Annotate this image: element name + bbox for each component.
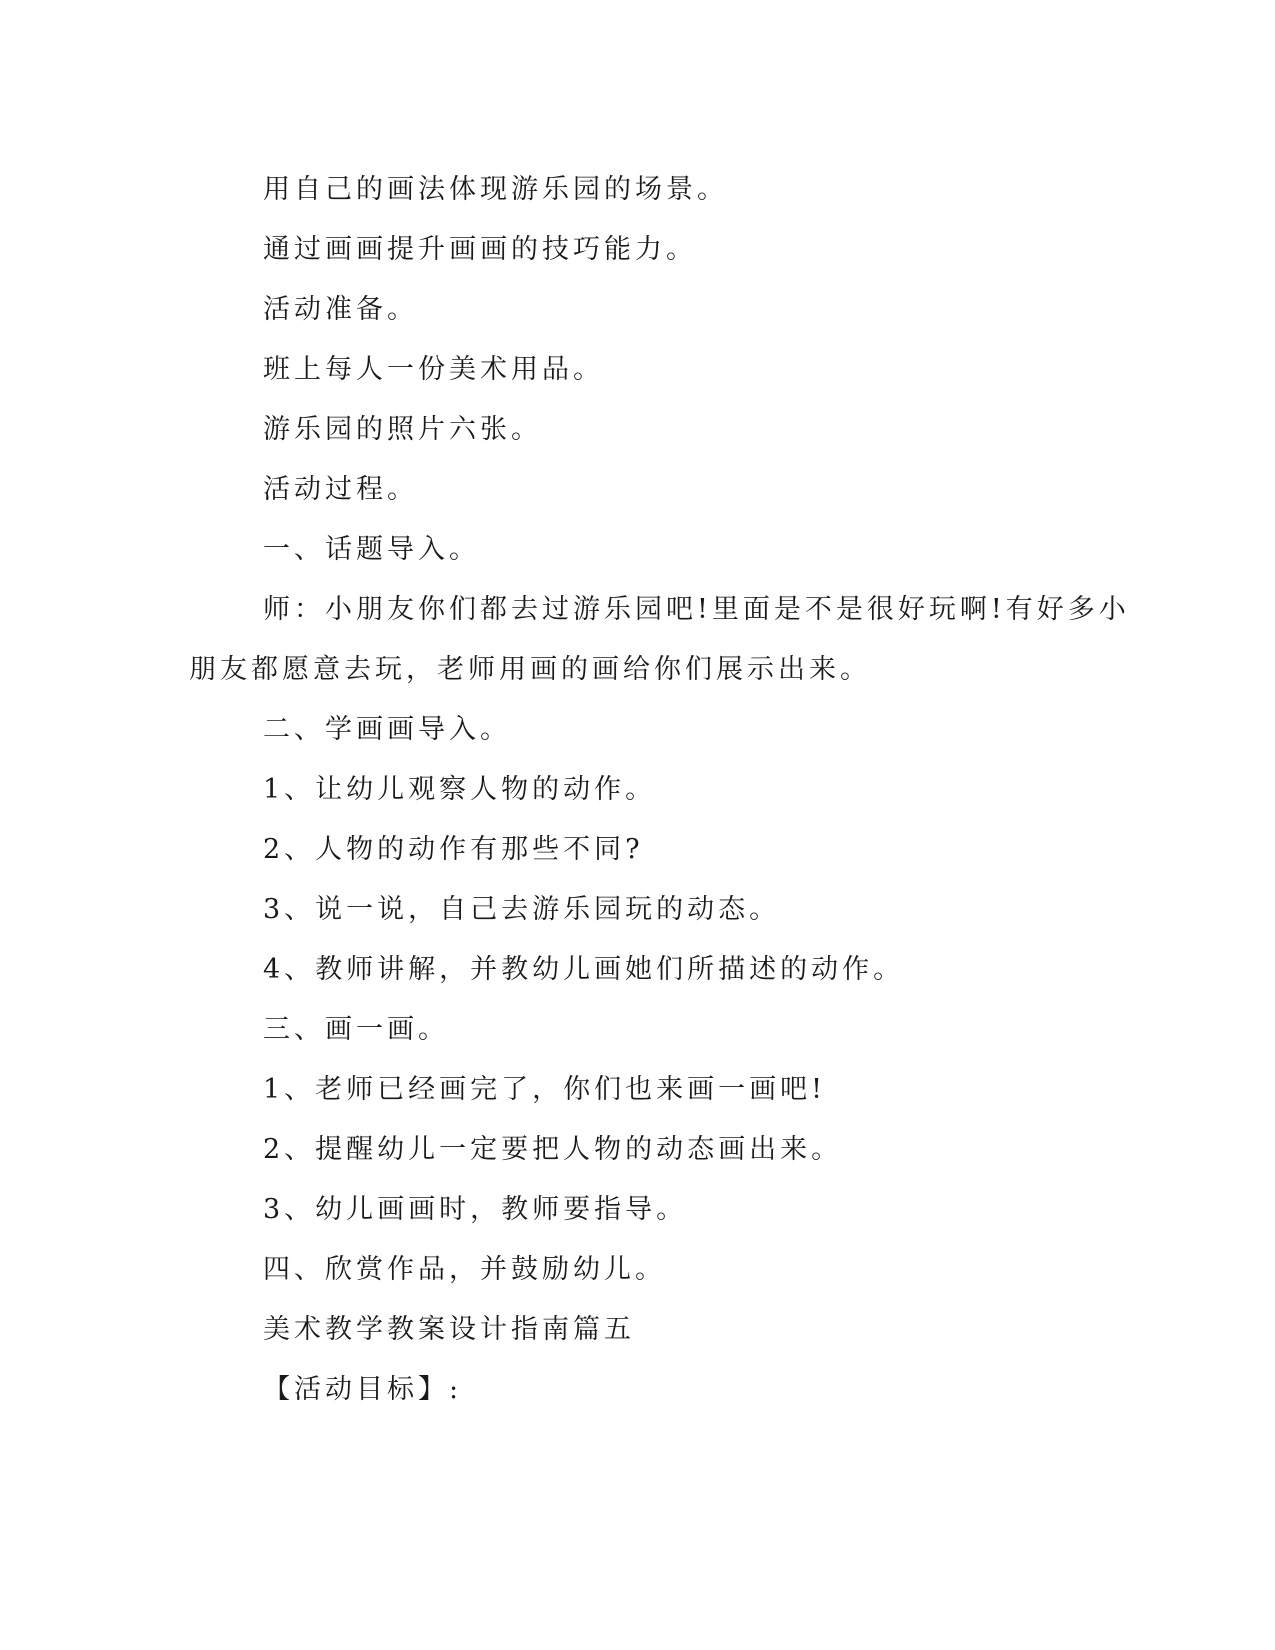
paragraph-prep-1: 班上每人一份美术用品。 xyxy=(263,354,604,385)
paragraph-teacher-line-1: 师：小朋友你们都去过游乐园吧!里面是不是很好玩啊!有好多小 xyxy=(263,594,1130,625)
list-item-explain: 4、教师讲解，并教幼儿画她们所描述的动作。 xyxy=(263,954,905,985)
paragraph-goal-2: 通过画画提升画画的技巧能力。 xyxy=(263,234,697,265)
list-item-teacher-done: 1、老师已经画完了，你们也来画一画吧! xyxy=(263,1074,827,1105)
list-item-remind: 2、提醒幼儿一定要把人物的动态画出来。 xyxy=(263,1134,843,1165)
heading-process: 活动过程。 xyxy=(263,474,418,505)
paragraph-prep-2: 游乐园的照片六张。 xyxy=(263,414,542,445)
list-item-differences: 2、人物的动作有那些不同? xyxy=(263,834,644,865)
heading-activity-goals: 【活动目标】: xyxy=(263,1374,463,1405)
list-item-observe: 1、让幼儿观察人物的动作。 xyxy=(263,774,657,805)
heading-preparation: 活动准备。 xyxy=(263,294,418,325)
paragraph-teacher-line-2: 朋友都愿意去玩，老师用画的画给你们展示出来。 xyxy=(189,654,871,685)
list-item-guide: 3、幼儿画画时，教师要指导。 xyxy=(263,1194,688,1225)
heading-topic-intro: 一、话题导入。 xyxy=(263,534,480,565)
heading-drawing-intro: 二、学画画导入。 xyxy=(263,714,511,745)
list-item-discuss: 3、说一说，自己去游乐园玩的动态。 xyxy=(263,894,781,925)
paragraph-goal-1: 用自己的画法体现游乐园的场景。 xyxy=(263,174,728,205)
section-title: 美术教学教案设计指南篇五 xyxy=(263,1314,635,1345)
heading-appreciate: 四、欣赏作品，并鼓励幼儿。 xyxy=(263,1254,666,1285)
heading-draw: 三、画一画。 xyxy=(263,1014,449,1045)
